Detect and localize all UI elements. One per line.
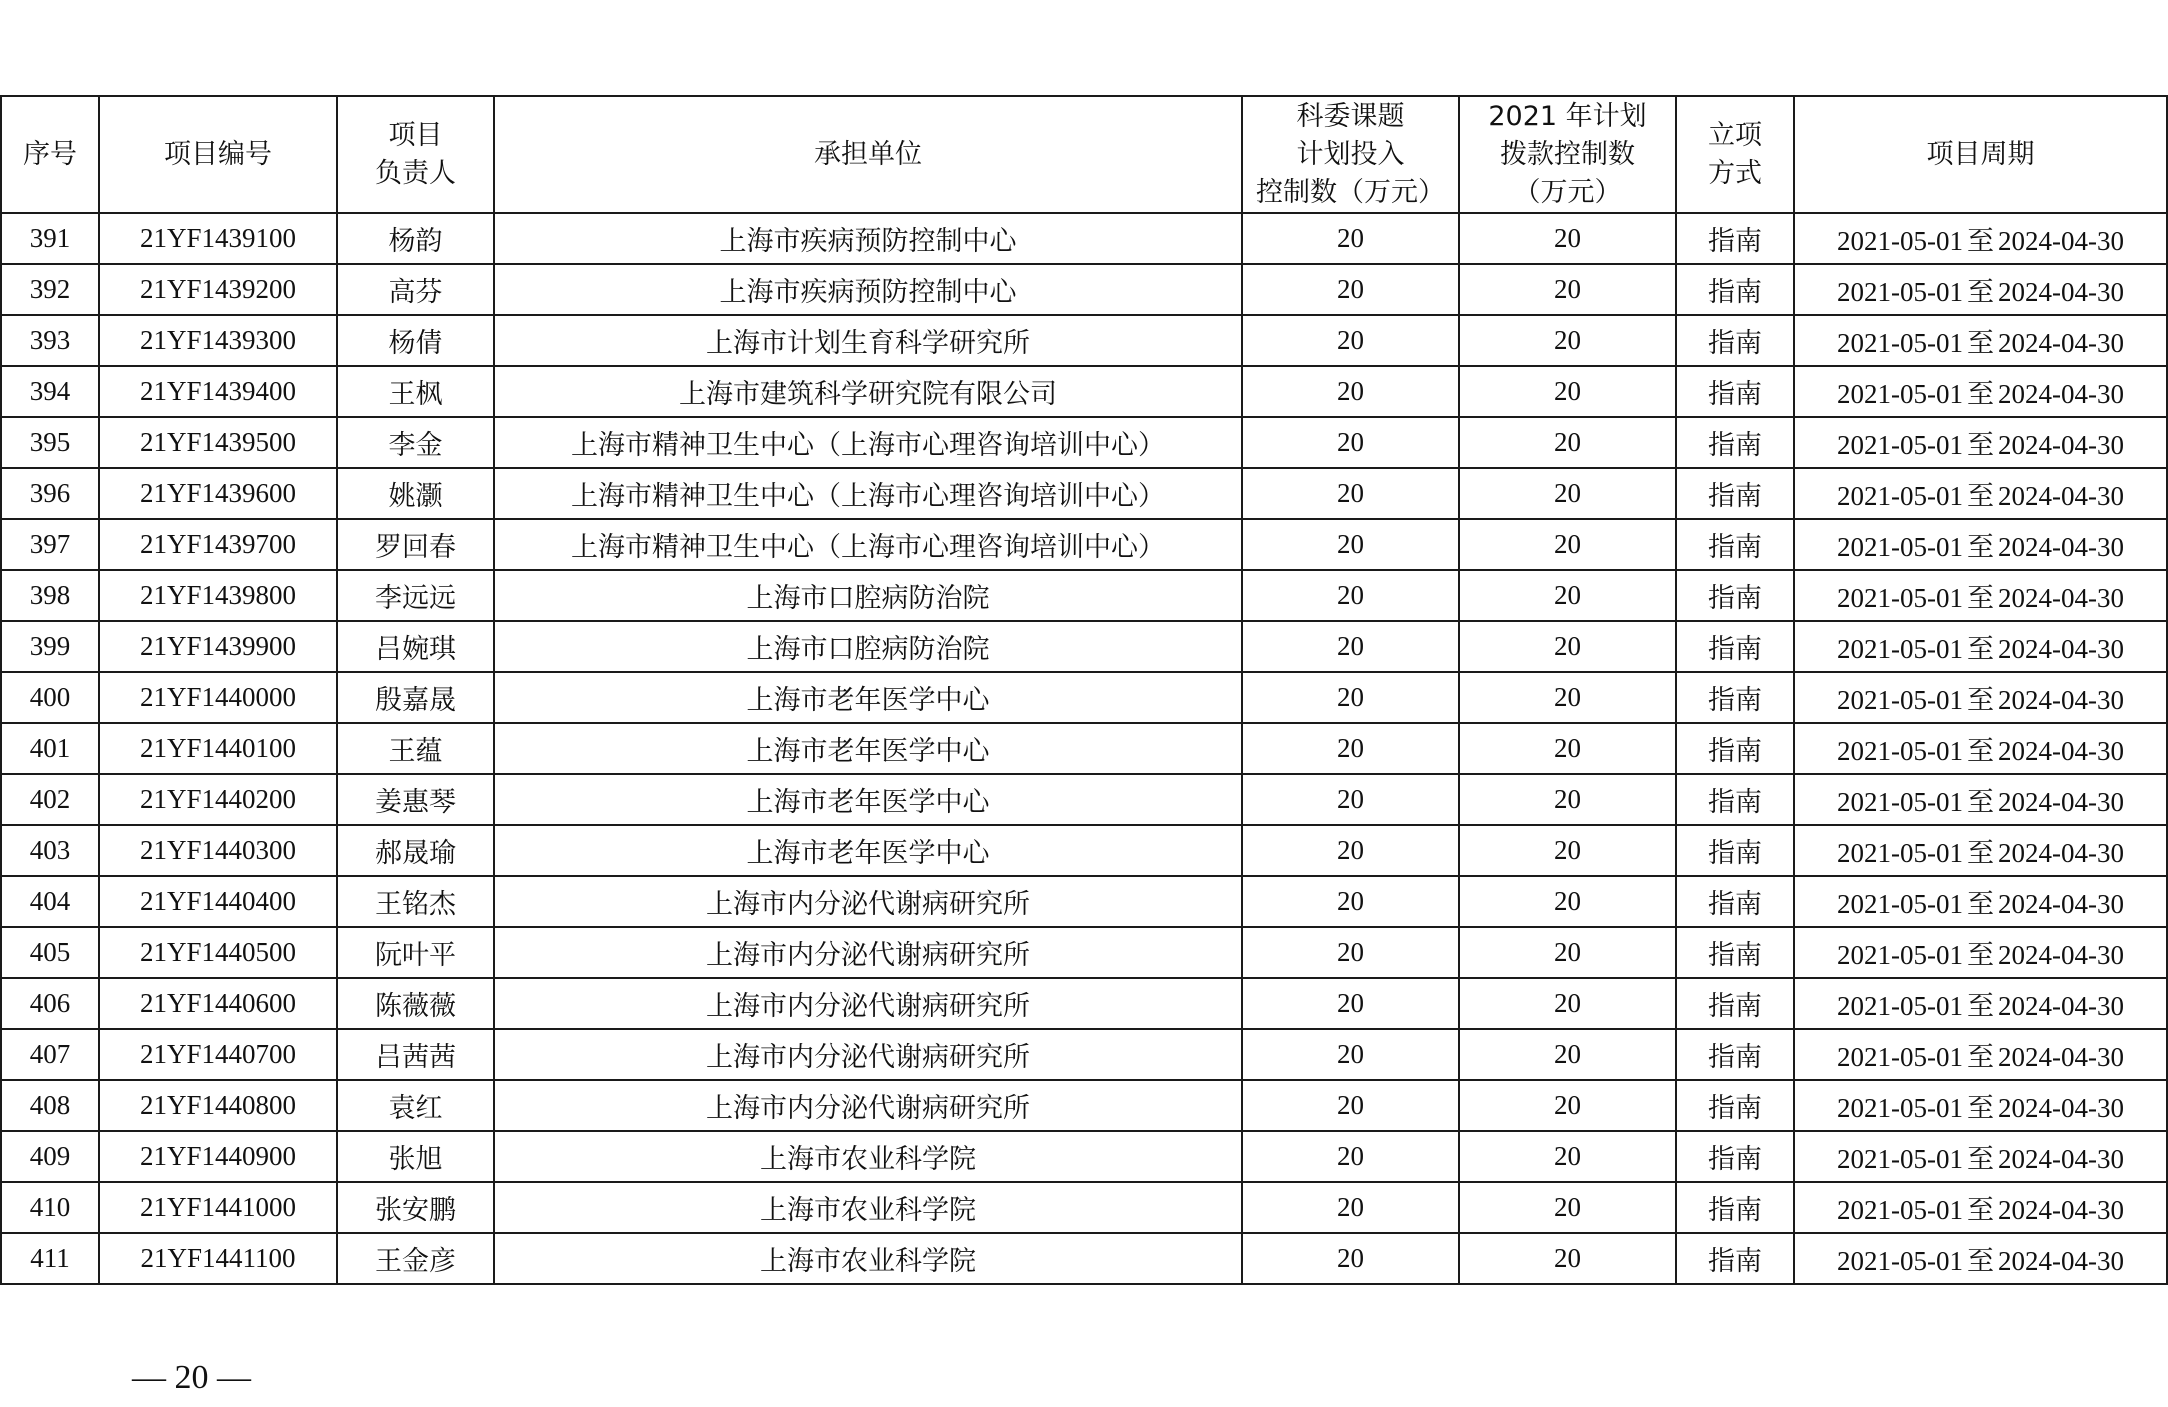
cell-method: 指南 [1676,417,1794,468]
period-start: 2021-05-01 [1837,736,1963,766]
cell-leader: 姜惠琴 [337,774,494,825]
cell-allocation: 20 [1459,672,1676,723]
cell-project-code: 21YF1440900 [99,1131,337,1182]
cell-allocation: 20 [1459,978,1676,1029]
cell-leader: 高芬 [337,264,494,315]
cell-method: 指南 [1676,264,1794,315]
cell-planned-investment: 20 [1242,1233,1459,1284]
cell-project-code: 21YF1440700 [99,1029,337,1080]
period-start: 2021-05-01 [1837,481,1963,511]
cell-planned-investment: 20 [1242,570,1459,621]
cell-project-code: 21YF1439300 [99,315,337,366]
cell-period [1794,417,2167,468]
cell-unit: 上海市口腔病防治院 [494,570,1242,621]
cell-seq: 405 [1,927,99,978]
period-sep: 至 [1967,277,1994,308]
cell-leader: 杨倩 [337,315,494,366]
cell-unit: 上海市口腔病防治院 [494,621,1242,672]
period-sep: 至 [1967,430,1994,461]
header-planned-investment: 科委课题 计划投入 控制数（万元） [1242,96,1459,213]
cell-unit: 上海市内分泌代谢病研究所 [494,1029,1242,1080]
cell-period [1794,774,2167,825]
cell-method: 指南 [1676,1233,1794,1284]
cell-seq: 393 [1,315,99,366]
cell-allocation: 20 [1459,825,1676,876]
cell-project-code: 21YF1441100 [99,1233,337,1284]
period-sep: 至 [1967,787,1994,818]
table-row [1,1080,2167,1131]
cell-period [1794,1029,2167,1080]
table-row [1,213,2167,264]
cell-project-code: 21YF1440800 [99,1080,337,1131]
cell-project-code: 21YF1440400 [99,876,337,927]
cell-project-code: 21YF1439400 [99,366,337,417]
period-start: 2021-05-01 [1837,1246,1963,1276]
period-start: 2021-05-01 [1837,583,1963,613]
cell-allocation: 20 [1459,519,1676,570]
cell-period [1794,213,2167,264]
cell-leader: 杨韵 [337,213,494,264]
cell-planned-investment: 20 [1242,417,1459,468]
cell-method: 指南 [1676,723,1794,774]
table-row [1,672,2167,723]
cell-project-code: 21YF1439200 [99,264,337,315]
header-leader: 项目 负责人 [337,96,494,213]
period-end: 2024-04-30 [1998,481,2124,511]
cell-planned-investment: 20 [1242,264,1459,315]
cell-planned-investment: 20 [1242,621,1459,672]
cell-unit: 上海市老年医学中心 [494,672,1242,723]
cell-unit: 上海市农业科学院 [494,1182,1242,1233]
cell-method: 指南 [1676,978,1794,1029]
period-end: 2024-04-30 [1998,1195,2124,1225]
cell-allocation: 20 [1459,1080,1676,1131]
period-sep: 至 [1967,736,1994,767]
period-sep: 至 [1967,991,1994,1022]
period-sep: 至 [1967,481,1994,512]
period-sep: 至 [1967,889,1994,920]
cell-planned-investment: 20 [1242,672,1459,723]
cell-leader: 张旭 [337,1131,494,1182]
cell-leader: 罗回春 [337,519,494,570]
cell-method: 指南 [1676,1131,1794,1182]
period-end: 2024-04-30 [1998,736,2124,766]
period-end: 2024-04-30 [1998,1144,2124,1174]
table-body [1,213,2167,1284]
cell-unit: 上海市老年医学中心 [494,723,1242,774]
period-start: 2021-05-01 [1837,1042,1963,1072]
cell-allocation: 20 [1459,1182,1676,1233]
cell-unit: 上海市精神卫生中心（上海市心理咨询培训中心） [494,519,1242,570]
cell-leader: 王铭杰 [337,876,494,927]
period-start: 2021-05-01 [1837,838,1963,868]
cell-leader: 阮叶平 [337,927,494,978]
cell-unit: 上海市疾病预防控制中心 [494,264,1242,315]
table-row [1,315,2167,366]
cell-leader: 王蕴 [337,723,494,774]
cell-seq: 394 [1,366,99,417]
cell-project-code: 21YF1441000 [99,1182,337,1233]
cell-method: 指南 [1676,213,1794,264]
cell-period [1794,876,2167,927]
cell-allocation: 20 [1459,774,1676,825]
cell-period [1794,825,2167,876]
cell-allocation: 20 [1459,927,1676,978]
table-row [1,468,2167,519]
cell-project-code: 21YF1440100 [99,723,337,774]
cell-period [1794,519,2167,570]
cell-seq: 399 [1,621,99,672]
period-sep: 至 [1967,634,1994,665]
period-end: 2024-04-30 [1998,787,2124,817]
cell-method: 指南 [1676,621,1794,672]
cell-leader: 吕婉琪 [337,621,494,672]
cell-allocation: 20 [1459,621,1676,672]
cell-leader: 吕茜茜 [337,1029,494,1080]
cell-leader: 王金彦 [337,1233,494,1284]
cell-project-code: 21YF1440200 [99,774,337,825]
period-end: 2024-04-30 [1998,532,2124,562]
header-project-code: 项目编号 [99,96,337,213]
period-start: 2021-05-01 [1837,1093,1963,1123]
period-start: 2021-05-01 [1837,889,1963,919]
cell-planned-investment: 20 [1242,366,1459,417]
period-end: 2024-04-30 [1998,634,2124,664]
cell-planned-investment: 20 [1242,1029,1459,1080]
cell-seq: 400 [1,672,99,723]
cell-method: 指南 [1676,927,1794,978]
period-start: 2021-05-01 [1837,1195,1963,1225]
table-row [1,1233,2167,1284]
period-start: 2021-05-01 [1837,328,1963,358]
period-end: 2024-04-30 [1998,379,2124,409]
cell-method: 指南 [1676,570,1794,621]
cell-period [1794,1182,2167,1233]
period-end: 2024-04-30 [1998,430,2124,460]
cell-seq: 404 [1,876,99,927]
period-start: 2021-05-01 [1837,940,1963,970]
period-start: 2021-05-01 [1837,634,1963,664]
period-start: 2021-05-01 [1837,277,1963,307]
cell-project-code: 21YF1440000 [99,672,337,723]
table-row [1,621,2167,672]
cell-method: 指南 [1676,876,1794,927]
cell-method: 指南 [1676,315,1794,366]
table-row [1,876,2167,927]
cell-allocation: 20 [1459,1029,1676,1080]
cell-method: 指南 [1676,774,1794,825]
cell-allocation: 20 [1459,315,1676,366]
cell-unit: 上海市老年医学中心 [494,825,1242,876]
cell-unit: 上海市农业科学院 [494,1233,1242,1284]
cell-seq: 391 [1,213,99,264]
table-row [1,1182,2167,1233]
period-start: 2021-05-01 [1837,532,1963,562]
period-end: 2024-04-30 [1998,1093,2124,1123]
period-start: 2021-05-01 [1837,1144,1963,1174]
cell-unit: 上海市精神卫生中心（上海市心理咨询培训中心） [494,417,1242,468]
cell-unit: 上海市精神卫生中心（上海市心理咨询培训中心） [494,468,1242,519]
cell-seq: 411 [1,1233,99,1284]
page-number: — 20 — [132,1359,251,1396]
cell-allocation: 20 [1459,876,1676,927]
table-row [1,570,2167,621]
cell-planned-investment: 20 [1242,774,1459,825]
cell-leader: 袁红 [337,1080,494,1131]
table-row [1,519,2167,570]
cell-leader: 姚灏 [337,468,494,519]
cell-allocation: 20 [1459,570,1676,621]
period-sep: 至 [1967,379,1994,410]
period-end: 2024-04-30 [1998,685,2124,715]
table-row [1,1029,2167,1080]
cell-method: 指南 [1676,1029,1794,1080]
cell-period [1794,978,2167,1029]
period-start: 2021-05-01 [1837,430,1963,460]
header-unit: 承担单位 [494,96,1242,213]
cell-method: 指南 [1676,825,1794,876]
cell-planned-investment: 20 [1242,723,1459,774]
cell-unit: 上海市老年医学中心 [494,774,1242,825]
table-row [1,417,2167,468]
period-start: 2021-05-01 [1837,226,1963,256]
cell-allocation: 20 [1459,213,1676,264]
cell-unit: 上海市内分泌代谢病研究所 [494,978,1242,1029]
period-end: 2024-04-30 [1998,226,2124,256]
period-sep: 至 [1967,1093,1994,1124]
cell-unit: 上海市内分泌代谢病研究所 [494,1080,1242,1131]
cell-planned-investment: 20 [1242,1080,1459,1131]
table-header-row [1,96,2167,213]
table-row [1,774,2167,825]
cell-planned-investment: 20 [1242,519,1459,570]
cell-seq: 408 [1,1080,99,1131]
cell-leader: 李金 [337,417,494,468]
table-row [1,978,2167,1029]
table-row [1,1131,2167,1182]
header-seq: 序号 [1,96,99,213]
period-end: 2024-04-30 [1998,991,2124,1021]
cell-unit: 上海市内分泌代谢病研究所 [494,876,1242,927]
period-sep: 至 [1967,532,1994,563]
cell-project-code: 21YF1439800 [99,570,337,621]
cell-allocation: 20 [1459,366,1676,417]
cell-method: 指南 [1676,672,1794,723]
table-row [1,825,2167,876]
cell-seq: 395 [1,417,99,468]
period-sep: 至 [1967,1144,1994,1175]
cell-period [1794,366,2167,417]
cell-leader: 张安鹏 [337,1182,494,1233]
cell-seq: 396 [1,468,99,519]
cell-period [1794,1080,2167,1131]
cell-allocation: 20 [1459,1131,1676,1182]
cell-allocation: 20 [1459,417,1676,468]
cell-period [1794,468,2167,519]
cell-leader: 陈薇薇 [337,978,494,1029]
header-period: 项目周期 [1794,96,2167,213]
cell-period [1794,264,2167,315]
cell-seq: 392 [1,264,99,315]
cell-leader: 郝晟瑜 [337,825,494,876]
cell-project-code: 21YF1439900 [99,621,337,672]
cell-project-code: 21YF1439700 [99,519,337,570]
cell-planned-investment: 20 [1242,1182,1459,1233]
period-start: 2021-05-01 [1837,685,1963,715]
cell-planned-investment: 20 [1242,927,1459,978]
period-end: 2024-04-30 [1998,889,2124,919]
cell-method: 指南 [1676,1080,1794,1131]
cell-period [1794,1233,2167,1284]
cell-leader: 殷嘉晟 [337,672,494,723]
header-method: 立项 方式 [1676,96,1794,213]
table-row [1,264,2167,315]
cell-unit: 上海市疾病预防控制中心 [494,213,1242,264]
period-end: 2024-04-30 [1998,1246,2124,1276]
cell-period [1794,672,2167,723]
cell-seq: 397 [1,519,99,570]
cell-seq: 403 [1,825,99,876]
cell-planned-investment: 20 [1242,315,1459,366]
cell-allocation: 20 [1459,468,1676,519]
cell-allocation: 20 [1459,1233,1676,1284]
cell-project-code: 21YF1440500 [99,927,337,978]
period-sep: 至 [1967,838,1994,869]
cell-period [1794,927,2167,978]
table-row [1,366,2167,417]
period-sep: 至 [1967,685,1994,716]
cell-project-code: 21YF1439500 [99,417,337,468]
period-end: 2024-04-30 [1998,1042,2124,1072]
cell-unit: 上海市计划生育科学研究所 [494,315,1242,366]
period-end: 2024-04-30 [1998,838,2124,868]
period-start: 2021-05-01 [1837,787,1963,817]
period-sep: 至 [1967,940,1994,971]
cell-seq: 401 [1,723,99,774]
period-sep: 至 [1967,1042,1994,1073]
cell-period [1794,723,2167,774]
cell-period [1794,1131,2167,1182]
period-sep: 至 [1967,226,1994,257]
period-end: 2024-04-30 [1998,940,2124,970]
cell-planned-investment: 20 [1242,825,1459,876]
cell-planned-investment: 20 [1242,468,1459,519]
cell-seq: 409 [1,1131,99,1182]
cell-period [1794,621,2167,672]
header-allocation: 2021 年计划 拨款控制数 （万元） [1459,96,1676,213]
period-end: 2024-04-30 [1998,277,2124,307]
cell-project-code: 21YF1439600 [99,468,337,519]
cell-allocation: 20 [1459,264,1676,315]
cell-seq: 398 [1,570,99,621]
table-row [1,723,2167,774]
cell-unit: 上海市建筑科学研究院有限公司 [494,366,1242,417]
cell-project-code: 21YF1440600 [99,978,337,1029]
cell-unit: 上海市内分泌代谢病研究所 [494,927,1242,978]
period-end: 2024-04-30 [1998,583,2124,613]
cell-planned-investment: 20 [1242,876,1459,927]
cell-method: 指南 [1676,366,1794,417]
cell-planned-investment: 20 [1242,213,1459,264]
cell-leader: 王枫 [337,366,494,417]
cell-project-code: 21YF1440300 [99,825,337,876]
cell-seq: 407 [1,1029,99,1080]
cell-method: 指南 [1676,519,1794,570]
cell-method: 指南 [1676,468,1794,519]
period-sep: 至 [1967,583,1994,614]
period-end: 2024-04-30 [1998,328,2124,358]
period-start: 2021-05-01 [1837,379,1963,409]
cell-allocation: 20 [1459,723,1676,774]
period-start: 2021-05-01 [1837,991,1963,1021]
cell-period [1794,315,2167,366]
cell-seq: 406 [1,978,99,1029]
cell-seq: 410 [1,1182,99,1233]
cell-planned-investment: 20 [1242,978,1459,1029]
cell-planned-investment: 20 [1242,1131,1459,1182]
cell-unit: 上海市农业科学院 [494,1131,1242,1182]
period-sep: 至 [1967,328,1994,359]
cell-project-code: 21YF1439100 [99,213,337,264]
cell-method: 指南 [1676,1182,1794,1233]
table-row [1,927,2167,978]
cell-leader: 李远远 [337,570,494,621]
cell-period [1794,570,2167,621]
period-sep: 至 [1967,1246,1994,1277]
period-sep: 至 [1967,1195,1994,1226]
cell-seq: 402 [1,774,99,825]
project-table [0,95,2168,1285]
